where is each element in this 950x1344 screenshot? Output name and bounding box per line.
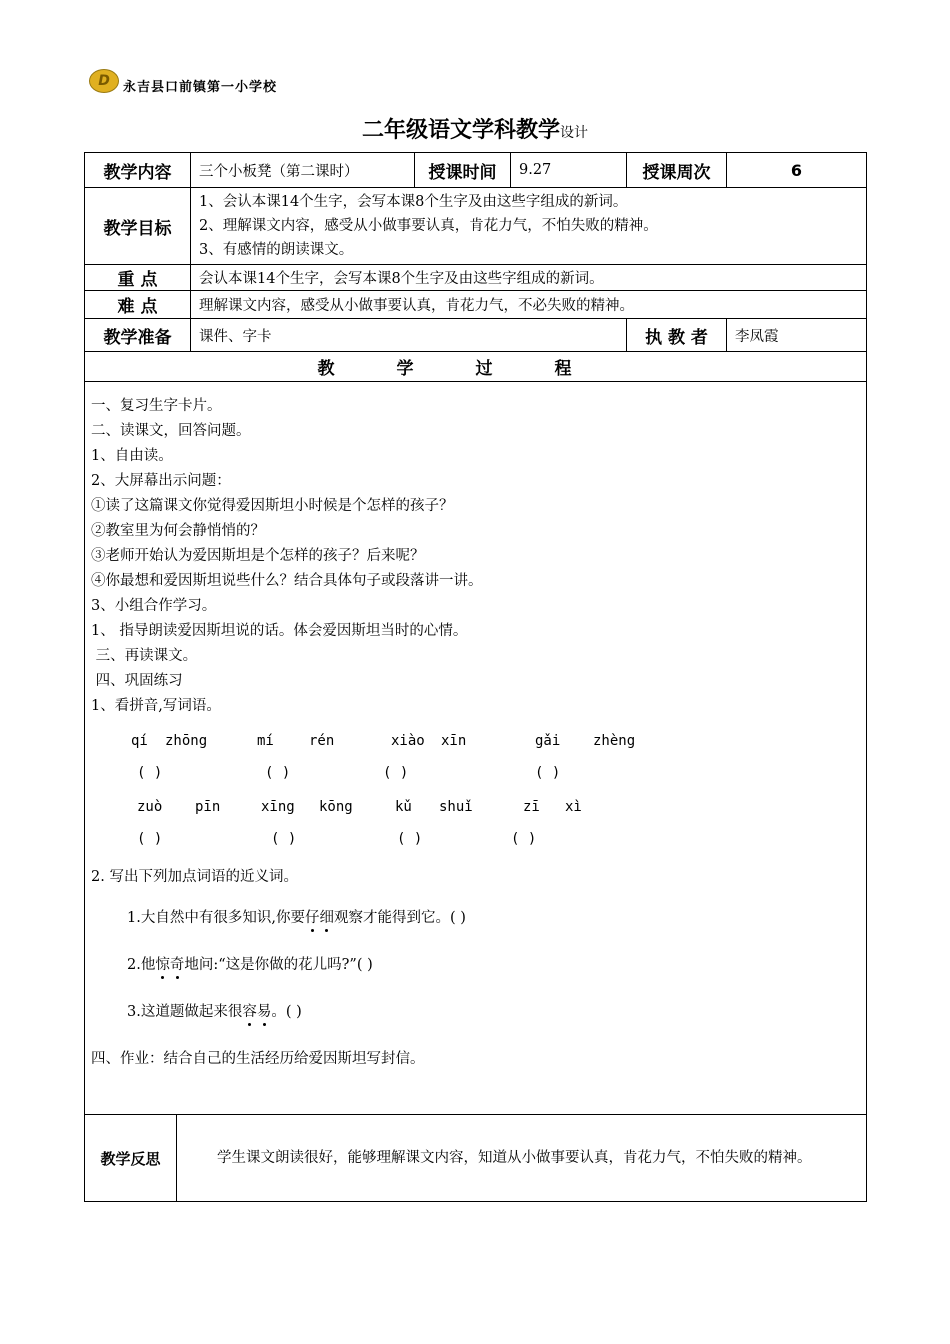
week-label: 授课周次 — [627, 153, 727, 188]
pinyin: mí — [257, 733, 274, 749]
question-text: 观察才能得到它。( ) — [333, 910, 466, 926]
pinyin: shuǐ — [439, 799, 473, 815]
teacher-value: 李凤霞 — [727, 319, 867, 352]
answer-brackets-row-1 — [91, 759, 858, 791]
goal-item: 1、会认本课14个生字，会写本课8个生字及由这些字组成的新词。 — [199, 194, 628, 210]
answer-bracket: ( ) — [265, 765, 291, 781]
dotted-word — [305, 910, 334, 926]
pinyin-row-1 — [91, 727, 858, 759]
pinyin: zī — [523, 799, 540, 815]
pinyin: qí — [131, 733, 148, 749]
process-line: 二、读课文，回答问题。 — [91, 423, 251, 439]
process-line: 四、巩固练习 — [91, 673, 183, 689]
question-text: 2.他 — [127, 957, 156, 973]
synonym-question — [127, 906, 858, 931]
emphasis-char: 仔 — [304, 910, 320, 926]
lesson-plan-table — [84, 152, 867, 1202]
process-line: 一、复习生字卡片。 — [91, 398, 222, 414]
answer-brackets-row-2 — [91, 825, 858, 857]
synonym-question — [127, 1000, 858, 1025]
key-point-value: 会认本课14个生字，会写本课8个生字及由这些字组成的新词。 — [191, 265, 867, 291]
difficulty-label: 难 点 — [85, 291, 191, 319]
pinyin: zuò — [137, 799, 163, 815]
reflection-label: 教学反思 — [85, 1115, 177, 1202]
emphasis-char: 奇 — [169, 957, 185, 973]
answer-bracket: ( ) — [383, 765, 409, 781]
pinyin: zhōng — [165, 733, 208, 749]
process-line: 3、小组合作学习。 — [91, 598, 217, 614]
question-text: 。( ) — [271, 1004, 302, 1020]
process-line: 1、看拼音,写词语。 — [91, 698, 221, 714]
pinyin: pīn — [195, 799, 221, 815]
pinyin: xì — [565, 799, 582, 815]
answer-bracket: ( ) — [137, 831, 163, 847]
question-text: 1.大自然中有很多知识,你要 — [127, 910, 305, 926]
pinyin: kōng — [319, 799, 353, 815]
process-line: 三、再读课文。 — [91, 648, 198, 664]
pinyin: xiào — [391, 733, 425, 749]
emphasis-char: 易 — [256, 1004, 272, 1020]
synonym-question — [127, 953, 858, 978]
pinyin: xīng — [261, 799, 295, 815]
title-main: 二年级语文学科教学 — [361, 117, 560, 143]
emphasis-char: 细 — [319, 910, 334, 926]
goals-label: 教学目标 — [85, 188, 191, 265]
goal-item: 3、有感情的朗读课文。 — [199, 242, 354, 258]
preparation-label: 教学准备 — [85, 319, 191, 352]
content-label: 教学内容 — [85, 153, 191, 188]
question-2-title: 2. 写出下列加点词语的近义词。 — [91, 869, 298, 885]
key-point-label: 重 点 — [85, 265, 191, 291]
page-title — [0, 113, 950, 144]
pinyin: rén — [309, 733, 335, 749]
dotted-word — [155, 957, 184, 973]
title-suffix: 设计 — [560, 125, 588, 141]
goals-list — [191, 188, 867, 265]
answer-bracket: ( ) — [535, 765, 561, 781]
reflection-text: 学生课文朗读很好，能够理解课文内容，知道从小做事要认真，肯花力气，不怕失败的精神。 — [177, 1115, 867, 1202]
process-line: ①读了这篇课文你觉得爱因斯坦小时候是个怎样的孩子？ — [91, 498, 454, 514]
process-line: ③老师开始认为爱因斯坦是个怎样的孩子？后来呢？ — [91, 548, 425, 564]
process-line: 1、 指导朗读爱因斯坦说的话。体会爱因斯坦当时的心情。 — [91, 623, 468, 639]
process-line: ②教室里为何会静悄悄的？ — [91, 523, 265, 539]
answer-bracket: ( ) — [511, 831, 537, 847]
pinyin-row-2 — [91, 793, 858, 825]
emphasis-char: 容 — [242, 1004, 257, 1020]
question-text: 地问:“这是你做的花儿吗?”( ) — [184, 957, 373, 973]
content-value: 三个小板凳（第二课时） — [191, 153, 415, 188]
school-name: 永吉县口前镇第一小学校 — [123, 80, 278, 95]
teacher-label: 执 教 者 — [627, 319, 727, 352]
preparation-value: 课件、字卡 — [191, 319, 627, 352]
dotted-word — [242, 1004, 271, 1020]
goal-item: 2、理解课文内容，感受从小做事要认真，肯花力气，不怕失败的精神。 — [199, 218, 658, 234]
pinyin: zhèng — [593, 733, 636, 749]
process-content — [85, 382, 867, 1115]
question-text: 3.这道题做起来很 — [127, 1004, 243, 1020]
process-heading: 教学过程 — [85, 352, 867, 382]
answer-bracket: ( ) — [397, 831, 423, 847]
homework-line: 四、作业：结合自己的生活经历给爱因斯坦写封信。 — [91, 1051, 425, 1067]
school-logo-icon: D — [89, 69, 119, 93]
pinyin: kǔ — [395, 799, 412, 815]
week-value: 6 — [727, 153, 867, 188]
process-line: 1、自由读。 — [91, 448, 173, 464]
time-value: 9.27 — [511, 153, 627, 188]
answer-bracket: ( ) — [137, 765, 163, 781]
time-label: 授课时间 — [415, 153, 511, 188]
pinyin: gǎi — [535, 733, 561, 749]
process-line: ④你最想和爱因斯坦说些什么？结合具体句子或段落讲一讲。 — [91, 573, 483, 589]
process-line: 2、大屏幕出示问题： — [91, 473, 231, 489]
answer-bracket: ( ) — [271, 831, 297, 847]
school-header — [89, 66, 277, 95]
pinyin: xīn — [441, 733, 467, 749]
difficulty-value: 理解课文内容，感受从小做事要认真，肯花力气，不必失败的精神。 — [191, 291, 867, 319]
emphasis-char: 惊 — [155, 957, 170, 973]
